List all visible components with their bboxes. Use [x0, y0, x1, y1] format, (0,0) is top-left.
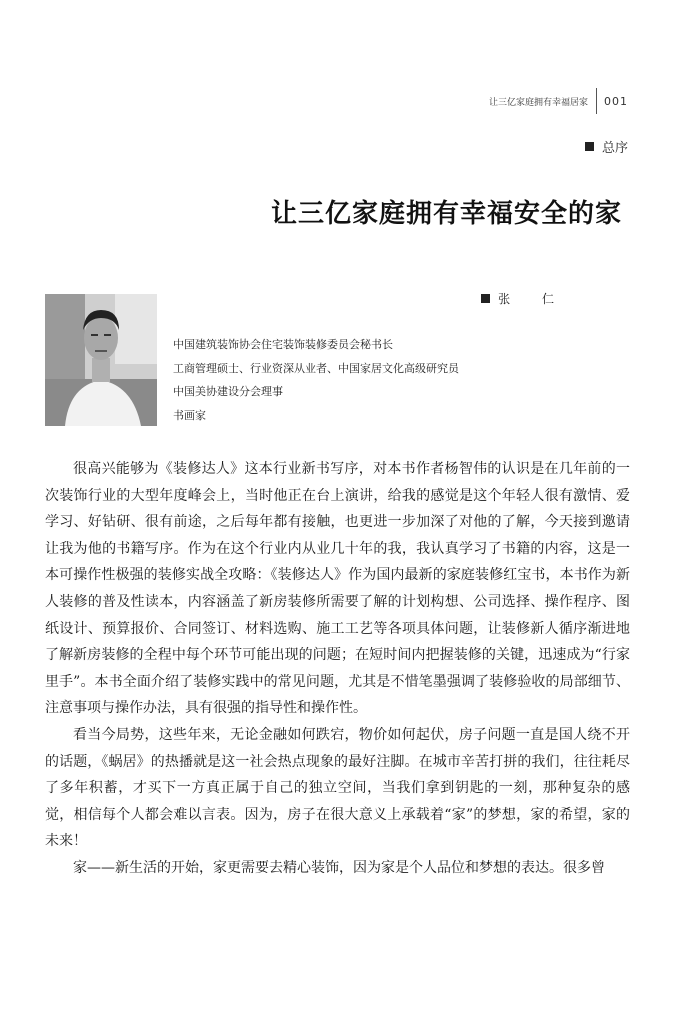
- author-byline: [481, 290, 568, 307]
- credential-line: 工商管理硕士、行业资深从业者、中国家居文化高级研究员: [173, 361, 459, 375]
- header-divider: [596, 88, 597, 114]
- credential-line: 中国建筑装饰协会住宅装饰装修委员会秘书长: [173, 338, 393, 351]
- paragraph: 看当今局势，这些年来，无论金融如何跌宕，物价如何起伏，房子问题一直是国人绕不开的话题，《蜗居》的热播就是这一社会热点现象的最好注脚。在城市辛苦打拼的我们，往往耗尽了多年积蓄，才买下一方真正属于自己的独立空间，当我们拿到钥匙的一刻，那种复杂的感觉，相信每个人都会难以言表。因为，房子在很大意义上承载着“家”的梦想，家的希望，家的未来！: [45, 726, 630, 850]
- author-photo: [45, 294, 157, 426]
- credential-line: 书画家: [173, 408, 206, 422]
- running-title: 让三亿家庭拥有幸福居家: [488, 97, 588, 108]
- author-credentials: [173, 333, 459, 427]
- square-bullet-icon: [481, 294, 490, 303]
- paragraph: 很高兴能够为《装修达人》这本行业新书写序，对本书作者杨智伟的认识是在几年前的一次装饰行业的大型年度峰会上，当时他正在台上演讲，给我的感觉是这个年轻人很有激情、爱学习、好钻研、很有前途，之后每年都有接触，也更进一步加深了对他的了解，今天接到邀请让我为他的书籍写序。作为在这个行业内从业几十年的我，我认真学习了书籍的内容，这是一本可操作性极强的装修实战全攻略：《装修达人》作为国内最新的家庭装修红宝书，本书作为新人装修的普及性读本，内容涵盖了新房装修所需要了解的计划构想、公司选择、操作程序、图纸设计、预算报价、合同签订、材料选购、施工工艺等各项具体问题，让装修新人循序渐进地了解新房装修的全程中每个环节可能出现的问题；在短时间内把握装修的关键，迅速成为“行家里手”。本书全面介绍了装修实践中的常见问题，尤其是不惜笔墨强调了装修验收的局部细节、注意事项与操作办法，具有很强的指导性和操作性。: [45, 461, 630, 717]
- paragraph: 家——新生活的开始，家更需要去精心装饰，因为家是个人品位和梦想的表达。很多曾: [73, 859, 605, 876]
- section-tag: [585, 137, 628, 156]
- credential-line: 中国美协建设分会理事: [173, 385, 283, 398]
- author-name: 张 仁: [498, 292, 568, 306]
- page-title: 让三亿家庭拥有幸福安全的家: [270, 199, 622, 229]
- running-header: [489, 88, 628, 114]
- section-tag-label: 总序: [601, 141, 628, 156]
- page-number: 001: [604, 94, 628, 108]
- body-text: [45, 456, 630, 882]
- square-bullet-icon: [585, 142, 594, 151]
